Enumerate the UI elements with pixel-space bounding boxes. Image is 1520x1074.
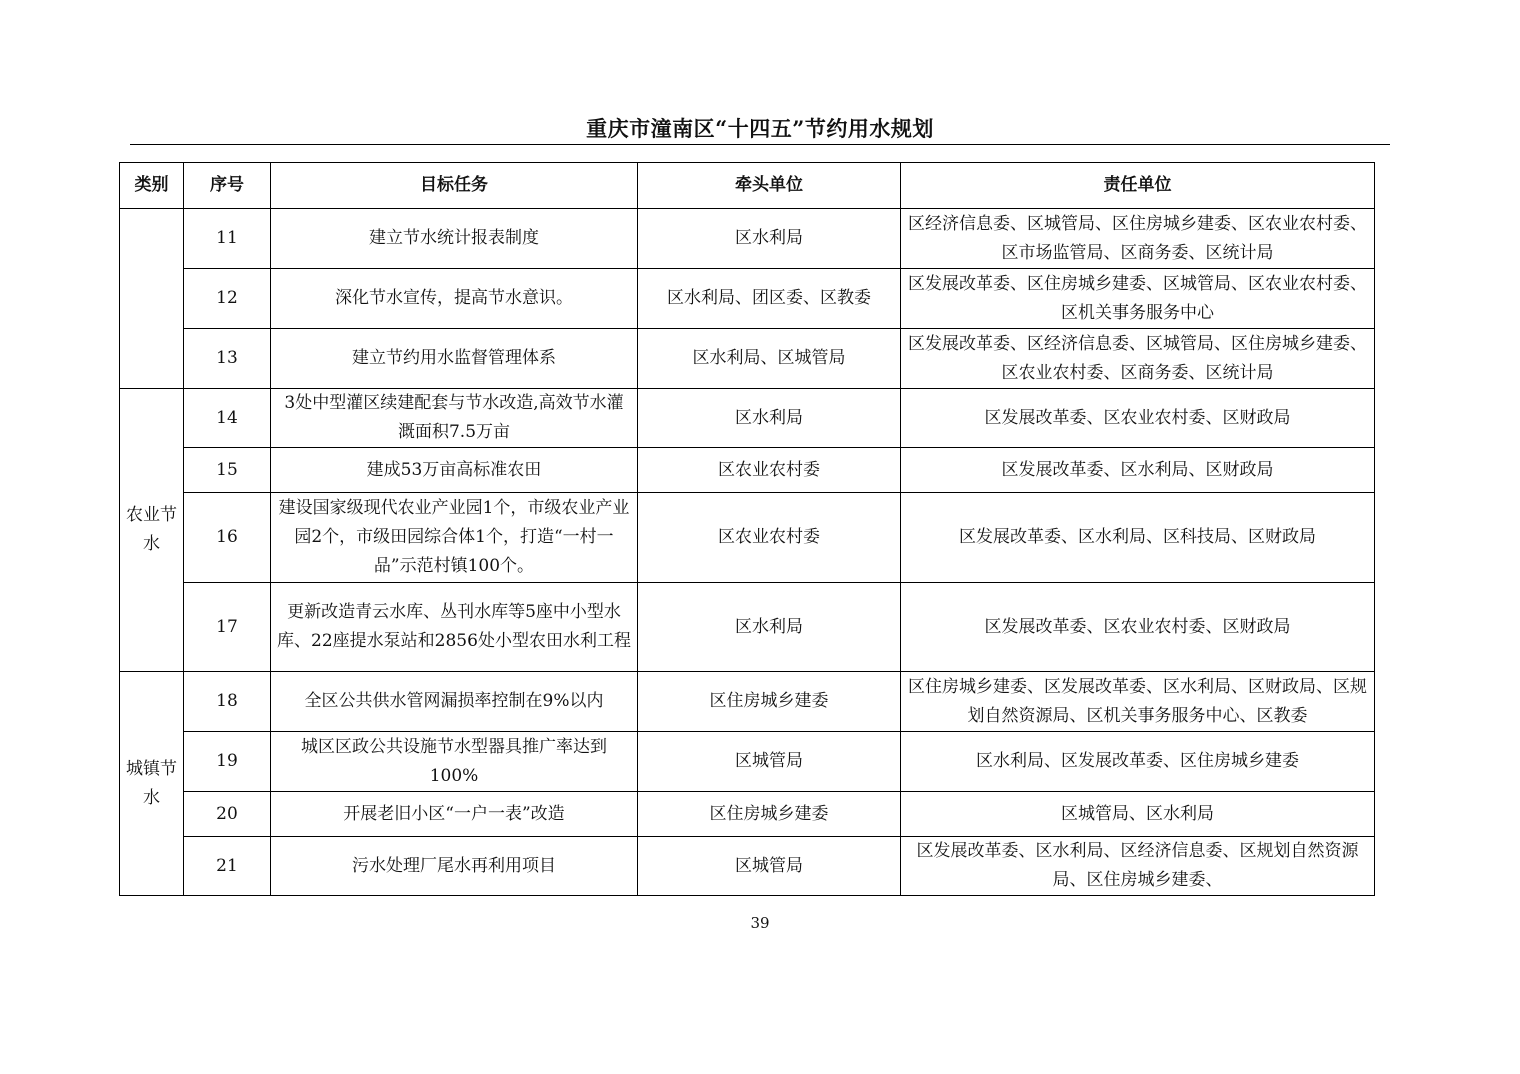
table-row [120,493,1375,583]
lead-unit-cell: 区城管局 [638,837,901,896]
task-cell: 建成53万亩高标准农田 [271,448,638,493]
row-number: 16 [184,493,271,583]
lead-unit-cell: 区水利局、团区委、区教委 [638,269,901,329]
table-row [120,448,1375,493]
row-number: 12 [184,269,271,329]
table-row [120,732,1375,792]
responsible-unit-cell: 区经济信息委、区城管局、区住房城乡建委、区农业农村委、区市场监管局、区商务委、区统计局 [901,209,1375,269]
column-header-responsible-unit: 责任单位 [901,163,1375,209]
column-header-task: 目标任务 [271,163,638,209]
responsible-unit-cell: 区水利局、区发展改革委、区住房城乡建委 [901,732,1375,792]
table-row [120,792,1375,837]
task-cell: 污水处理厂尾水再利用项目 [271,837,638,896]
table-row [120,329,1375,389]
row-number: 18 [184,672,271,732]
responsible-unit-cell: 区发展改革委、区水利局、区科技局、区财政局 [901,493,1375,583]
lead-unit-cell: 区城管局 [638,732,901,792]
task-cell: 建立节水统计报表制度 [271,209,638,269]
responsible-unit-cell: 区发展改革委、区水利局、区财政局 [901,448,1375,493]
row-number: 20 [184,792,271,837]
row-number: 21 [184,837,271,896]
lead-unit-cell: 区农业农村委 [638,493,901,583]
task-cell: 深化节水宣传，提高节水意识。 [271,269,638,329]
category-cell: 农业节水 [120,389,184,672]
row-number: 19 [184,732,271,792]
column-header-number: 序号 [184,163,271,209]
table-row [120,209,1375,269]
lead-unit-cell: 区住房城乡建委 [638,792,901,837]
task-cell: 开展老旧小区“一户一表”改造 [271,792,638,837]
lead-unit-cell: 区水利局 [638,583,901,672]
row-number: 15 [184,448,271,493]
table-row [120,389,1375,448]
lead-unit-cell: 区水利局 [638,209,901,269]
table-row [120,837,1375,896]
row-number: 13 [184,329,271,389]
task-cell: 建立节约用水监督管理体系 [271,329,638,389]
responsible-unit-cell: 区住房城乡建委、区发展改革委、区水利局、区财政局、区规划自然资源局、区机关事务服务中心、区教委 [901,672,1375,732]
responsible-unit-cell: 区城管局、区水利局 [901,792,1375,837]
task-cell: 3处中型灌区续建配套与节水改造,高效节水灌溉面积7.5万亩 [271,389,638,448]
lead-unit-cell: 区农业农村委 [638,448,901,493]
column-header-category: 类别 [120,163,184,209]
table-row [120,269,1375,329]
document-title: 重庆市潼南区“十四五”节约用水规划 [586,116,934,141]
responsible-unit-cell: 区发展改革委、区住房城乡建委、区城管局、区农业农村委、区机关事务服务中心 [901,269,1375,329]
plan-table [119,162,1375,896]
category-cell: 城镇节水 [120,672,184,896]
task-cell: 更新改造青云水库、丛刊水库等5座中小型水库、22座提水泵站和2856处小型农田水利工程 [271,583,638,672]
lead-unit-cell: 区住房城乡建委 [638,672,901,732]
lead-unit-cell: 区水利局、区城管局 [638,329,901,389]
category-cell [120,209,184,389]
responsible-unit-cell: 区发展改革委、区经济信息委、区城管局、区住房城乡建委、区农业农村委、区商务委、区统计局 [901,329,1375,389]
row-number: 14 [184,389,271,448]
task-cell: 建设国家级现代农业产业园1个，市级农业产业园2个，市级田园综合体1个，打造“一村一品”示范村镇100个。 [271,493,638,583]
row-number: 17 [184,583,271,672]
header-divider [130,144,1390,145]
lead-unit-cell: 区水利局 [638,389,901,448]
task-cell: 全区公共供水管网漏损率控制在9%以内 [271,672,638,732]
column-header-lead-unit: 牵头单位 [638,163,901,209]
responsible-unit-cell: 区发展改革委、区农业农村委、区财政局 [901,389,1375,448]
table-row [120,583,1375,672]
responsible-unit-cell: 区发展改革委、区水利局、区经济信息委、区规划自然资源局、区住房城乡建委、 [901,837,1375,896]
page-number: 39 [750,914,770,932]
row-number: 11 [184,209,271,269]
table-header-row [120,163,1375,209]
task-cell: 城区区政公共设施节水型器具推广率达到100% [271,732,638,792]
table-row [120,672,1375,732]
responsible-unit-cell: 区发展改革委、区农业农村委、区财政局 [901,583,1375,672]
